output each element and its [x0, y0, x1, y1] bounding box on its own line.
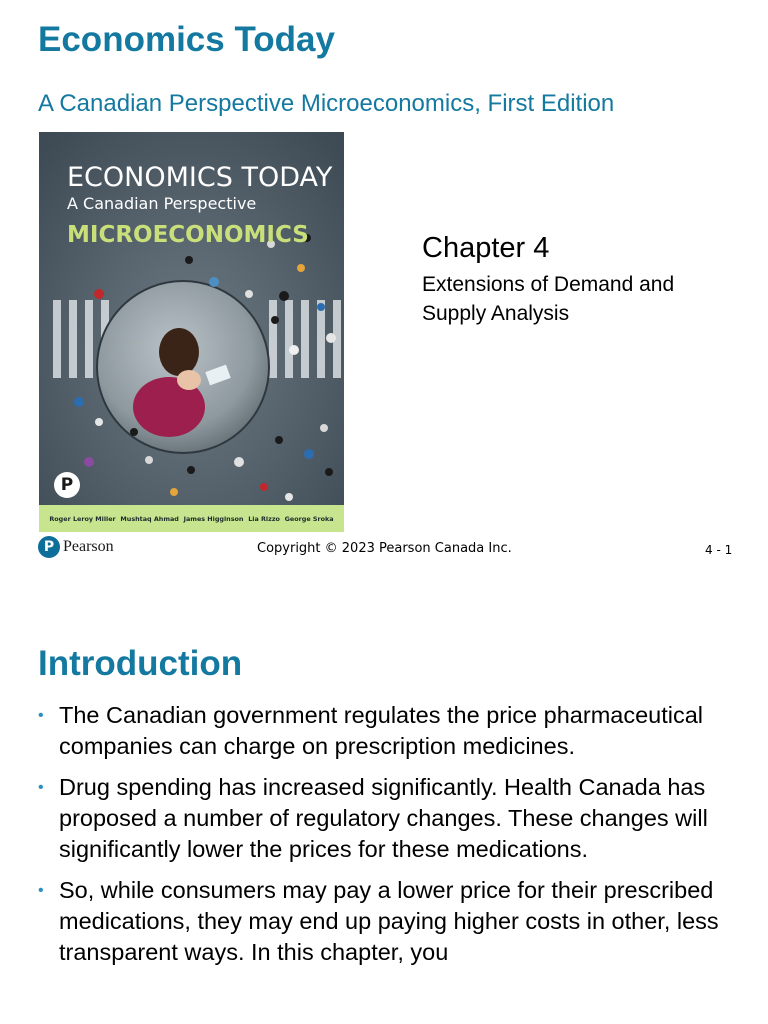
cover-author: Lia Rizzo: [248, 514, 280, 523]
slide-title: Introduction: [38, 644, 243, 683]
bullet-text: So, while consumers may pay a lower price for their prescribed medications, they may end up paying higher costs in other, less transparent ways. In this chapter, you: [59, 877, 719, 965]
slide-number: 4 - 1: [705, 543, 733, 557]
bullet-text: The Canadian government regulates the price pharmaceutical companies can charge on prescription medicines.: [59, 702, 704, 759]
copyright-notice: Copyright © 2023 Pearson Canada Inc.: [257, 541, 512, 556]
bullet-item: [38, 772, 728, 865]
cover-subtitle: A Canadian Perspective: [67, 194, 257, 213]
bullet-item: [38, 700, 728, 762]
cover-subject: MICROECONOMICS: [67, 222, 309, 248]
bullet-icon: •: [38, 779, 44, 796]
book-subtitle: A Canadian Perspective Microeconomics, First Edition: [38, 90, 615, 117]
cover-author: Roger Leroy Miller: [49, 514, 116, 523]
cover-author: George Sroka: [284, 514, 334, 523]
introduction-slide: [0, 576, 768, 1024]
pearson-p-icon: P: [38, 536, 60, 558]
pearson-wordmark: Pearson: [63, 538, 114, 555]
bullet-item: [38, 875, 728, 968]
book-title: Economics Today: [38, 20, 335, 59]
cover-author: Mushtaq Ahmad: [120, 514, 179, 523]
cover-authors-band: [39, 505, 344, 532]
bullet-list: [38, 700, 728, 978]
chapter-title: Extensions of Demand and Supply Analysis: [422, 273, 675, 325]
chapter-number: Chapter 4: [422, 232, 550, 264]
cover-pearson-logo-icon: P: [54, 472, 80, 498]
bullet-text: Drug spending has increased significantly. Health Canada has proposed a number of regulatory changes. These changes will significantly lower the prices for these medications.: [59, 774, 708, 862]
book-cover-image: [39, 132, 344, 532]
pearson-logo: [38, 536, 114, 558]
bullet-icon: •: [38, 882, 44, 899]
bullet-icon: •: [38, 707, 44, 724]
cover-title: ECONOMICS TODAY: [67, 162, 333, 193]
cover-author: James Higginson: [183, 514, 244, 523]
